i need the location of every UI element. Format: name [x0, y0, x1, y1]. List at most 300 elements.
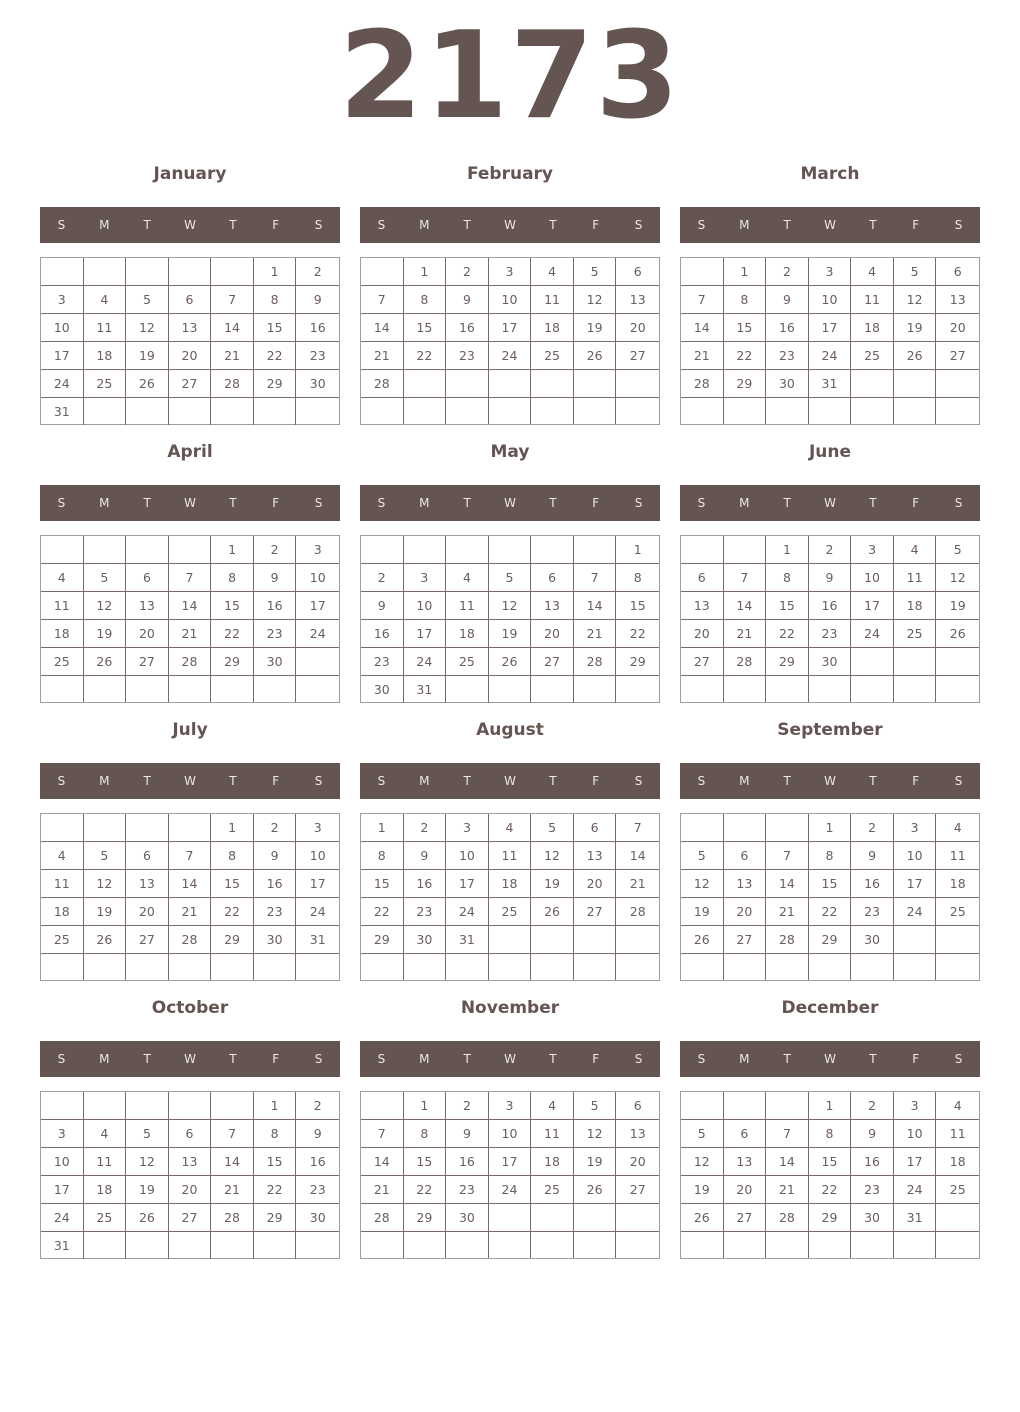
- date-cell: 24: [41, 370, 84, 398]
- empty-cell: [616, 370, 659, 398]
- empty-cell: [84, 954, 127, 980]
- date-cell: 11: [489, 842, 532, 870]
- weekday-label: S: [377, 774, 386, 788]
- empty-cell: [169, 398, 212, 425]
- date-cell: 20: [616, 314, 659, 342]
- date-cell: 3: [489, 258, 532, 286]
- empty-cell: [894, 926, 937, 954]
- date-cell: 22: [361, 898, 404, 926]
- empty-cell: [211, 1232, 254, 1259]
- date-cell: 2: [446, 1092, 489, 1120]
- date-cell: 21: [211, 1176, 254, 1204]
- weekday-label: T: [463, 774, 471, 788]
- empty-cell: [126, 676, 169, 702]
- date-cell: 9: [254, 842, 297, 870]
- empty-cell: [531, 1232, 574, 1258]
- date-cell: 5: [681, 842, 724, 870]
- date-cell: 15: [766, 592, 809, 620]
- date-cell: 11: [531, 286, 574, 314]
- date-cell: 27: [936, 342, 979, 370]
- weekday-label: S: [697, 496, 706, 510]
- date-cell: 25: [41, 926, 84, 954]
- date-cell: 13: [681, 592, 724, 620]
- date-cell: 18: [489, 870, 532, 898]
- date-cell: 15: [254, 1148, 297, 1176]
- empty-cell: [681, 1232, 724, 1258]
- empty-cell: [296, 398, 339, 425]
- weekday-header: [680, 207, 980, 243]
- date-cell: 18: [446, 620, 489, 648]
- empty-cell: [766, 954, 809, 980]
- empty-cell: [531, 926, 574, 954]
- empty-cell: [724, 1092, 767, 1120]
- weekday-label: F: [272, 218, 280, 232]
- empty-cell: [169, 536, 212, 564]
- weekday-header: [360, 763, 660, 799]
- date-cell: 4: [41, 842, 84, 870]
- date-cell: 22: [616, 620, 659, 648]
- weekday-label: S: [314, 774, 323, 788]
- date-cell: 21: [574, 620, 617, 648]
- date-cell: 18: [41, 898, 84, 926]
- date-cell: 4: [84, 286, 127, 314]
- date-cell: 27: [531, 648, 574, 676]
- date-cell: 2: [851, 814, 894, 842]
- empty-cell: [936, 370, 979, 398]
- weekday-label: S: [57, 496, 66, 510]
- date-cell: 23: [296, 342, 339, 370]
- weekday-label: S: [57, 218, 66, 232]
- date-grid: [360, 1091, 660, 1259]
- date-cell: 20: [681, 620, 724, 648]
- date-cell: 5: [126, 1120, 169, 1148]
- date-cell: 13: [169, 1148, 212, 1176]
- weekday-label: T: [463, 218, 471, 232]
- date-cell: 20: [126, 898, 169, 926]
- empty-cell: [446, 370, 489, 398]
- empty-cell: [169, 1232, 212, 1259]
- date-cell: 17: [41, 342, 84, 370]
- date-cell: 9: [809, 564, 852, 592]
- date-cell: 6: [616, 1092, 659, 1120]
- date-cell: 1: [766, 536, 809, 564]
- empty-cell: [724, 814, 767, 842]
- date-cell: 11: [531, 1120, 574, 1148]
- date-cell: 19: [681, 898, 724, 926]
- date-cell: 2: [446, 258, 489, 286]
- date-cell: 26: [936, 620, 979, 648]
- empty-cell: [574, 954, 617, 980]
- date-cell: 22: [254, 1176, 297, 1204]
- date-cell: 17: [809, 314, 852, 342]
- empty-cell: [296, 648, 339, 676]
- date-grid: [680, 535, 980, 703]
- date-cell: 10: [489, 1120, 532, 1148]
- date-cell: 3: [894, 1092, 937, 1120]
- date-cell: 27: [724, 926, 767, 954]
- date-cell: 22: [404, 342, 447, 370]
- date-cell: 7: [574, 564, 617, 592]
- empty-cell: [404, 954, 447, 980]
- weekday-label: W: [824, 218, 836, 232]
- date-cell: 23: [851, 1176, 894, 1204]
- date-cell: 17: [41, 1176, 84, 1204]
- weekday-label: F: [592, 496, 600, 510]
- date-cell: 6: [724, 842, 767, 870]
- date-cell: 29: [809, 926, 852, 954]
- date-cell: 27: [169, 370, 212, 398]
- date-cell: 9: [296, 286, 339, 314]
- date-cell: 24: [894, 898, 937, 926]
- date-cell: 20: [724, 1176, 767, 1204]
- empty-cell: [851, 370, 894, 398]
- month-title: September: [777, 720, 883, 740]
- weekday-label: S: [314, 496, 323, 510]
- weekday-label: S: [697, 774, 706, 788]
- date-cell: 24: [489, 1176, 532, 1204]
- empty-cell: [211, 1092, 254, 1120]
- date-cell: 28: [211, 1204, 254, 1232]
- date-cell: 7: [211, 286, 254, 314]
- empty-cell: [404, 370, 447, 398]
- date-cell: 23: [809, 620, 852, 648]
- empty-cell: [296, 1232, 339, 1259]
- date-cell: 13: [724, 870, 767, 898]
- date-cell: 26: [84, 926, 127, 954]
- date-cell: 29: [254, 370, 297, 398]
- date-cell: 18: [894, 592, 937, 620]
- date-cell: 25: [489, 898, 532, 926]
- weekday-label: T: [463, 496, 471, 510]
- date-cell: 16: [404, 870, 447, 898]
- empty-cell: [126, 954, 169, 980]
- empty-cell: [361, 1092, 404, 1120]
- date-cell: 7: [169, 842, 212, 870]
- weekday-label: F: [912, 774, 920, 788]
- date-cell: 10: [894, 842, 937, 870]
- date-cell: 17: [894, 870, 937, 898]
- empty-cell: [616, 1204, 659, 1232]
- date-cell: 15: [211, 592, 254, 620]
- date-cell: 10: [41, 1148, 84, 1176]
- date-cell: 14: [361, 1148, 404, 1176]
- weekday-label: S: [634, 1052, 643, 1066]
- date-cell: 18: [84, 342, 127, 370]
- date-cell: 23: [446, 342, 489, 370]
- date-cell: 8: [724, 286, 767, 314]
- empty-cell: [126, 536, 169, 564]
- empty-cell: [766, 676, 809, 702]
- weekday-header: [680, 485, 980, 521]
- empty-cell: [766, 1092, 809, 1120]
- date-cell: 5: [681, 1120, 724, 1148]
- date-cell: 9: [446, 286, 489, 314]
- weekday-header: [360, 485, 660, 521]
- date-cell: 15: [616, 592, 659, 620]
- date-cell: 12: [681, 1148, 724, 1176]
- empty-cell: [936, 1232, 979, 1258]
- empty-cell: [361, 954, 404, 980]
- date-cell: 1: [404, 1092, 447, 1120]
- date-cell: 19: [574, 1148, 617, 1176]
- empty-cell: [681, 536, 724, 564]
- date-cell: 28: [169, 648, 212, 676]
- date-cell: 18: [531, 314, 574, 342]
- weekday-label: M: [739, 218, 750, 232]
- date-cell: 10: [41, 314, 84, 342]
- date-cell: 13: [574, 842, 617, 870]
- weekday-label: M: [99, 1052, 110, 1066]
- empty-cell: [211, 676, 254, 702]
- date-cell: 30: [254, 648, 297, 676]
- date-cell: 25: [894, 620, 937, 648]
- empty-cell: [681, 954, 724, 980]
- empty-cell: [211, 954, 254, 980]
- date-cell: 7: [169, 564, 212, 592]
- date-cell: 27: [126, 648, 169, 676]
- date-cell: 29: [724, 370, 767, 398]
- empty-cell: [84, 1232, 127, 1259]
- date-cell: 31: [296, 926, 339, 954]
- date-cell: 14: [169, 592, 212, 620]
- date-cell: 1: [809, 814, 852, 842]
- weekday-label: F: [272, 774, 280, 788]
- date-cell: 26: [126, 370, 169, 398]
- date-cell: 15: [254, 314, 297, 342]
- date-grid: [40, 813, 340, 981]
- date-cell: 26: [84, 648, 127, 676]
- date-cell: 24: [404, 648, 447, 676]
- empty-cell: [446, 1232, 489, 1258]
- empty-cell: [851, 954, 894, 980]
- date-cell: 17: [446, 870, 489, 898]
- weekday-header: [40, 763, 340, 799]
- date-cell: 15: [809, 870, 852, 898]
- empty-cell: [809, 398, 852, 424]
- date-cell: 21: [361, 1176, 404, 1204]
- date-cell: 18: [531, 1148, 574, 1176]
- month-title: May: [490, 442, 530, 462]
- date-cell: 8: [616, 564, 659, 592]
- date-cell: 9: [361, 592, 404, 620]
- date-cell: 5: [489, 564, 532, 592]
- date-cell: 22: [211, 620, 254, 648]
- date-cell: 25: [851, 342, 894, 370]
- date-cell: 26: [681, 1204, 724, 1232]
- date-cell: 3: [296, 536, 339, 564]
- weekday-label: S: [377, 218, 386, 232]
- date-cell: 25: [41, 648, 84, 676]
- empty-cell: [84, 1092, 127, 1120]
- date-cell: 30: [254, 926, 297, 954]
- date-cell: 24: [489, 342, 532, 370]
- date-cell: 7: [361, 286, 404, 314]
- month-title: June: [808, 442, 852, 462]
- date-cell: 30: [851, 926, 894, 954]
- weekday-label: T: [143, 496, 151, 510]
- date-cell: 6: [126, 842, 169, 870]
- date-grid: [360, 257, 660, 425]
- empty-cell: [489, 676, 532, 703]
- empty-cell: [446, 536, 489, 564]
- date-cell: 1: [211, 536, 254, 564]
- empty-cell: [574, 398, 617, 424]
- empty-cell: [84, 258, 127, 286]
- empty-cell: [724, 398, 767, 424]
- empty-cell: [894, 398, 937, 424]
- date-cell: 13: [616, 1120, 659, 1148]
- empty-cell: [169, 258, 212, 286]
- date-cell: 21: [361, 342, 404, 370]
- date-cell: 29: [361, 926, 404, 954]
- empty-cell: [531, 398, 574, 424]
- date-cell: 21: [724, 620, 767, 648]
- empty-cell: [809, 1232, 852, 1258]
- date-cell: 8: [404, 1120, 447, 1148]
- weekday-label: T: [549, 496, 557, 510]
- date-cell: 24: [446, 898, 489, 926]
- empty-cell: [809, 676, 852, 702]
- date-cell: 11: [41, 592, 84, 620]
- date-cell: 27: [724, 1204, 767, 1232]
- weekday-label: T: [869, 218, 877, 232]
- date-cell: 11: [894, 564, 937, 592]
- empty-cell: [489, 954, 532, 980]
- date-grid: [680, 1091, 980, 1259]
- month-title: August: [476, 720, 544, 740]
- weekday-label: F: [592, 218, 600, 232]
- weekday-label: S: [314, 218, 323, 232]
- empty-cell: [489, 398, 532, 424]
- weekday-header: [680, 1041, 980, 1077]
- weekday-label: F: [592, 774, 600, 788]
- empty-cell: [681, 398, 724, 424]
- date-cell: 4: [531, 258, 574, 286]
- empty-cell: [211, 398, 254, 425]
- date-cell: 22: [254, 342, 297, 370]
- date-cell: 30: [446, 1204, 489, 1232]
- date-cell: 26: [574, 1176, 617, 1204]
- date-cell: 20: [169, 1176, 212, 1204]
- date-cell: 18: [936, 870, 979, 898]
- date-cell: 26: [531, 898, 574, 926]
- empty-cell: [361, 1232, 404, 1258]
- date-cell: 1: [361, 814, 404, 842]
- date-cell: 4: [936, 1092, 979, 1120]
- date-cell: 5: [531, 814, 574, 842]
- date-cell: 2: [851, 1092, 894, 1120]
- empty-cell: [169, 676, 212, 702]
- weekday-label: T: [549, 218, 557, 232]
- empty-cell: [254, 1232, 297, 1259]
- empty-cell: [936, 954, 979, 980]
- date-cell: 4: [84, 1120, 127, 1148]
- date-cell: 7: [766, 1120, 809, 1148]
- date-cell: 29: [254, 1204, 297, 1232]
- date-cell: 10: [446, 842, 489, 870]
- date-cell: 6: [616, 258, 659, 286]
- date-cell: 30: [851, 1204, 894, 1232]
- weekday-label: M: [99, 218, 110, 232]
- empty-cell: [574, 370, 617, 398]
- date-cell: 11: [851, 286, 894, 314]
- weekday-label: M: [419, 774, 430, 788]
- weekday-label: S: [634, 218, 643, 232]
- weekday-label: T: [783, 496, 791, 510]
- date-cell: 6: [126, 564, 169, 592]
- date-cell: 18: [41, 620, 84, 648]
- date-cell: 5: [574, 258, 617, 286]
- date-cell: 2: [296, 1092, 339, 1120]
- date-cell: 11: [41, 870, 84, 898]
- weekday-label: S: [634, 774, 643, 788]
- date-cell: 16: [809, 592, 852, 620]
- date-cell: 3: [41, 286, 84, 314]
- date-cell: 28: [616, 898, 659, 926]
- date-cell: 22: [809, 1176, 852, 1204]
- date-cell: 29: [616, 648, 659, 676]
- empty-cell: [851, 1232, 894, 1258]
- date-cell: 23: [404, 898, 447, 926]
- empty-cell: [126, 1092, 169, 1120]
- date-cell: 1: [616, 536, 659, 564]
- date-cell: 6: [724, 1120, 767, 1148]
- date-cell: 3: [894, 814, 937, 842]
- date-cell: 14: [211, 314, 254, 342]
- empty-cell: [766, 814, 809, 842]
- date-cell: 12: [936, 564, 979, 592]
- empty-cell: [681, 814, 724, 842]
- empty-cell: [126, 258, 169, 286]
- date-cell: 6: [574, 814, 617, 842]
- date-cell: 16: [851, 870, 894, 898]
- date-cell: 14: [169, 870, 212, 898]
- date-cell: 2: [809, 536, 852, 564]
- date-grid: [680, 813, 980, 981]
- date-cell: 5: [126, 286, 169, 314]
- date-cell: 20: [126, 620, 169, 648]
- date-cell: 17: [404, 620, 447, 648]
- date-cell: 21: [616, 870, 659, 898]
- weekday-label: M: [419, 1052, 430, 1066]
- date-cell: 28: [211, 370, 254, 398]
- weekday-header: [40, 1041, 340, 1077]
- date-cell: 16: [254, 870, 297, 898]
- empty-cell: [489, 370, 532, 398]
- date-cell: 3: [446, 814, 489, 842]
- empty-cell: [361, 398, 404, 424]
- empty-cell: [936, 398, 979, 424]
- weekday-label: S: [954, 496, 963, 510]
- weekday-label: W: [504, 218, 516, 232]
- date-cell: 17: [489, 1148, 532, 1176]
- date-cell: 9: [851, 842, 894, 870]
- date-cell: 22: [766, 620, 809, 648]
- date-cell: 26: [489, 648, 532, 676]
- date-cell: 8: [361, 842, 404, 870]
- weekday-label: W: [504, 774, 516, 788]
- empty-cell: [574, 676, 617, 703]
- date-cell: 14: [681, 314, 724, 342]
- date-cell: 4: [41, 564, 84, 592]
- weekday-label: S: [634, 496, 643, 510]
- date-cell: 23: [254, 898, 297, 926]
- empty-cell: [254, 954, 297, 980]
- date-cell: 13: [169, 314, 212, 342]
- date-cell: 18: [936, 1148, 979, 1176]
- weekday-label: T: [783, 218, 791, 232]
- date-cell: 10: [809, 286, 852, 314]
